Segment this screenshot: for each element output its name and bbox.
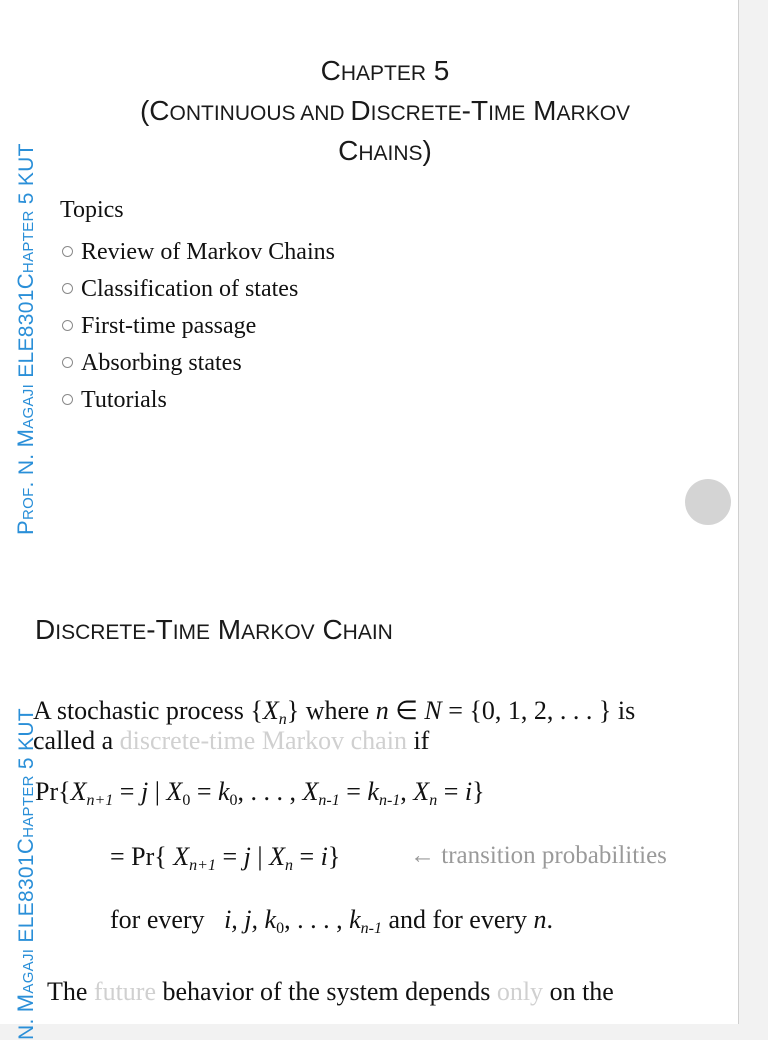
topics-list bbox=[60, 233, 335, 418]
chapter-title-line3: CHAINS) bbox=[338, 135, 432, 166]
definition-line-1: A stochastic process $\{X_n\}$ where n ∈ N = {0, 1, 2, . . . } is bbox=[33, 696, 636, 728]
circle-bullet-icon bbox=[62, 357, 73, 368]
highlight-future: future bbox=[93, 977, 157, 1006]
chapter-title-line1: CHAPTER 5 bbox=[320, 55, 450, 86]
list-item: First-time passage bbox=[60, 307, 335, 344]
circle-bullet-icon bbox=[62, 283, 73, 294]
equation-transition: = Pr{ $X_{n+1} = j$ | $X_n = i$} bbox=[110, 842, 341, 874]
transition-probabilities-note: ← transition probabilities bbox=[410, 842, 667, 869]
list-item: Absorbing states bbox=[60, 344, 335, 381]
future-behavior-line: The future behavior of the system depends only on the bbox=[47, 977, 614, 1006]
list-item: Tutorials bbox=[60, 381, 335, 418]
scroll-handle[interactable] bbox=[685, 479, 731, 525]
circle-bullet-icon bbox=[62, 320, 73, 331]
section-title: DISCRETE-TIME MARKOV CHAIN bbox=[35, 614, 393, 645]
topics-heading: Topics bbox=[60, 197, 124, 223]
quantifier-line: for every i, j, $k_0$, . . . , $k_{n-1}$ and for every n. bbox=[110, 905, 554, 937]
definition-line-2: called a discrete-time Markov chain if bbox=[33, 726, 430, 755]
list-item: Review of Markov Chains bbox=[60, 233, 335, 270]
highlight-only: only bbox=[496, 977, 544, 1006]
side-label-slide2: N. MAGAJI ELE8301CHAPTER 5 KUT bbox=[13, 708, 38, 1040]
highlight-term: discrete-time Markov chain bbox=[119, 726, 407, 755]
equation-markov-property: $Pr\{X_{n+1} = j$ | $X_0 = k_0$, . . . , $X_{n-1} = k_{n-1}$, $X_n = i$} bbox=[35, 777, 485, 809]
chapter-title bbox=[60, 52, 710, 172]
circle-bullet-icon bbox=[62, 394, 73, 405]
list-item: Classification of states bbox=[60, 270, 335, 307]
chapter-title-line2: (CONTINUOUS AND DISCRETE-TIME MARKOV bbox=[139, 95, 631, 126]
page-edge-divider bbox=[738, 0, 739, 1024]
side-label-slide1: PROF. N. MAGAJI ELE8301CHAPTER 5 KUT bbox=[13, 143, 38, 535]
circle-bullet-icon bbox=[62, 246, 73, 257]
